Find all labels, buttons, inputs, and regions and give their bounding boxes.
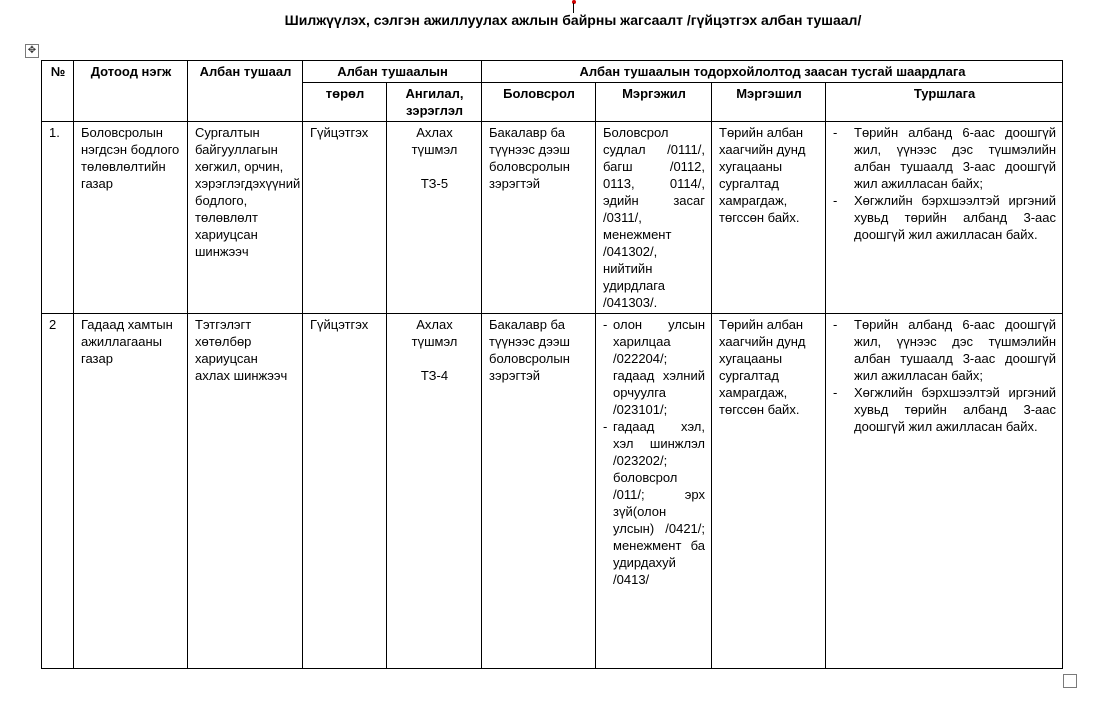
row-skill: Төрийн албан хаагчийн дунд хугацааны сургалтад хамрагдаж, төгссөн байх.	[712, 122, 826, 314]
row-profession-cell	[596, 314, 712, 669]
row-education: Бакалавр ба түүнээс дээш боловсролын зэрэгтэй	[482, 314, 596, 669]
row-experience-cell	[826, 122, 1063, 314]
header-requirements-group: Албан тушаалын тодорхойлолтод заасан тусгай шаардлага	[482, 61, 1063, 83]
row-unit: Боловсролын нэгдсэн бодлого төлөвлөлтийн газар	[74, 122, 188, 314]
row-no: 2	[42, 314, 74, 669]
row-profession: Боловсрол судлал /0111/, багш /0112, 0113, 0114/, эдийн засаг /0311/, менежмент /041302/, нийтийн удирдлага /041303/.	[596, 122, 712, 314]
header-unit: Дотоод нэгж	[74, 61, 188, 122]
table-row	[42, 122, 1063, 314]
header-experience: Туршлага	[826, 83, 1063, 122]
row-experience-cell	[826, 314, 1063, 669]
row-category: Ахлах түшмэл	[411, 125, 458, 157]
row-grade: ТЗ-4	[420, 368, 449, 383]
document-title: Шилжүүлэх, сэлгэн ажиллуулах ажлын байрны жагсаалт /гүйцэтгэх албан тушаал/	[284, 12, 862, 28]
row-category-cell	[387, 314, 482, 669]
row-type: Гүйцэтгэх	[303, 122, 387, 314]
list-item: - олон улсын харилцаа /022204/; гадаад хэлний орчуулга /023101/;	[603, 317, 706, 417]
row-no: 1.	[42, 122, 74, 314]
jobs-table	[41, 60, 1063, 669]
row-grade: ТЗ-5	[420, 176, 449, 191]
list-item: - Төрийн албанд 6-аас доошгүй жил, үүнээс дэс түшмэлийн албан тушаалд 3-аас доошгүй жил ажилласан байх;	[833, 125, 1057, 191]
list-item: - гадаад хэл, хэл шинжлэл /023202/; боловсрол /011/; эрх зүй(олон улсын) /0421/; менежмент ба удирдахуй /0413/	[603, 419, 706, 587]
table-row	[42, 314, 1063, 669]
list-item: - Хөгжлийн бэрхшээлтэй иргэний хувьд төрийн албанд 3-аас доошгүй жил ажилласан байх.	[833, 193, 1057, 242]
row-type: Гүйцэтгэх	[303, 314, 387, 669]
header-type: төрөл	[303, 83, 387, 122]
list-item: - Төрийн албанд 6-аас доошгүй жил, үүнээс дэс түшмэлийн албан тушаалд 3-аас доошгүй жил ажилласан байх;	[833, 317, 1057, 383]
header-row-1	[42, 61, 1063, 83]
header-skill: Мэргэшил	[712, 83, 826, 122]
row-category: Ахлах түшмэл	[411, 317, 458, 349]
header-profession: Мэргэжил	[596, 83, 712, 122]
row-education: Бакалавр ба түүнээс дээш боловсролын зэрэгтэй	[482, 122, 596, 314]
row-position: Сургалтын байгууллагын хөгжил, орчин, хэрэглэгдэхүүний бодлого, төлөвлөлт хариуцсан шинжээч	[188, 122, 303, 314]
row-category-cell	[387, 122, 482, 314]
row-unit: Гадаад хамтын ажиллагааны газар	[74, 314, 188, 669]
header-position: Албан тушаал	[188, 61, 303, 122]
header-position-group: Албан тушаалын	[303, 61, 482, 83]
list-item: - Хөгжлийн бэрхшээлтэй иргэний хувьд төрийн албанд 3-аас доошгүй жил ажилласан байх.	[833, 385, 1057, 434]
move-arrows-icon[interactable]: ✥	[25, 44, 39, 58]
row-skill: Төрийн албан хаагчийн дунд хугацааны сургалтад хамрагдаж, төгссөн байх.	[712, 314, 826, 669]
header-category: Ангилал, зэрэглэл	[387, 83, 482, 122]
resize-square-icon[interactable]	[1063, 674, 1077, 688]
header-no: №	[42, 61, 74, 122]
row-position: Тэтгэлэгт хөтөлбөр хариуцсан ахлах шинжээч	[188, 314, 303, 669]
header-education: Боловсрол	[482, 83, 596, 122]
